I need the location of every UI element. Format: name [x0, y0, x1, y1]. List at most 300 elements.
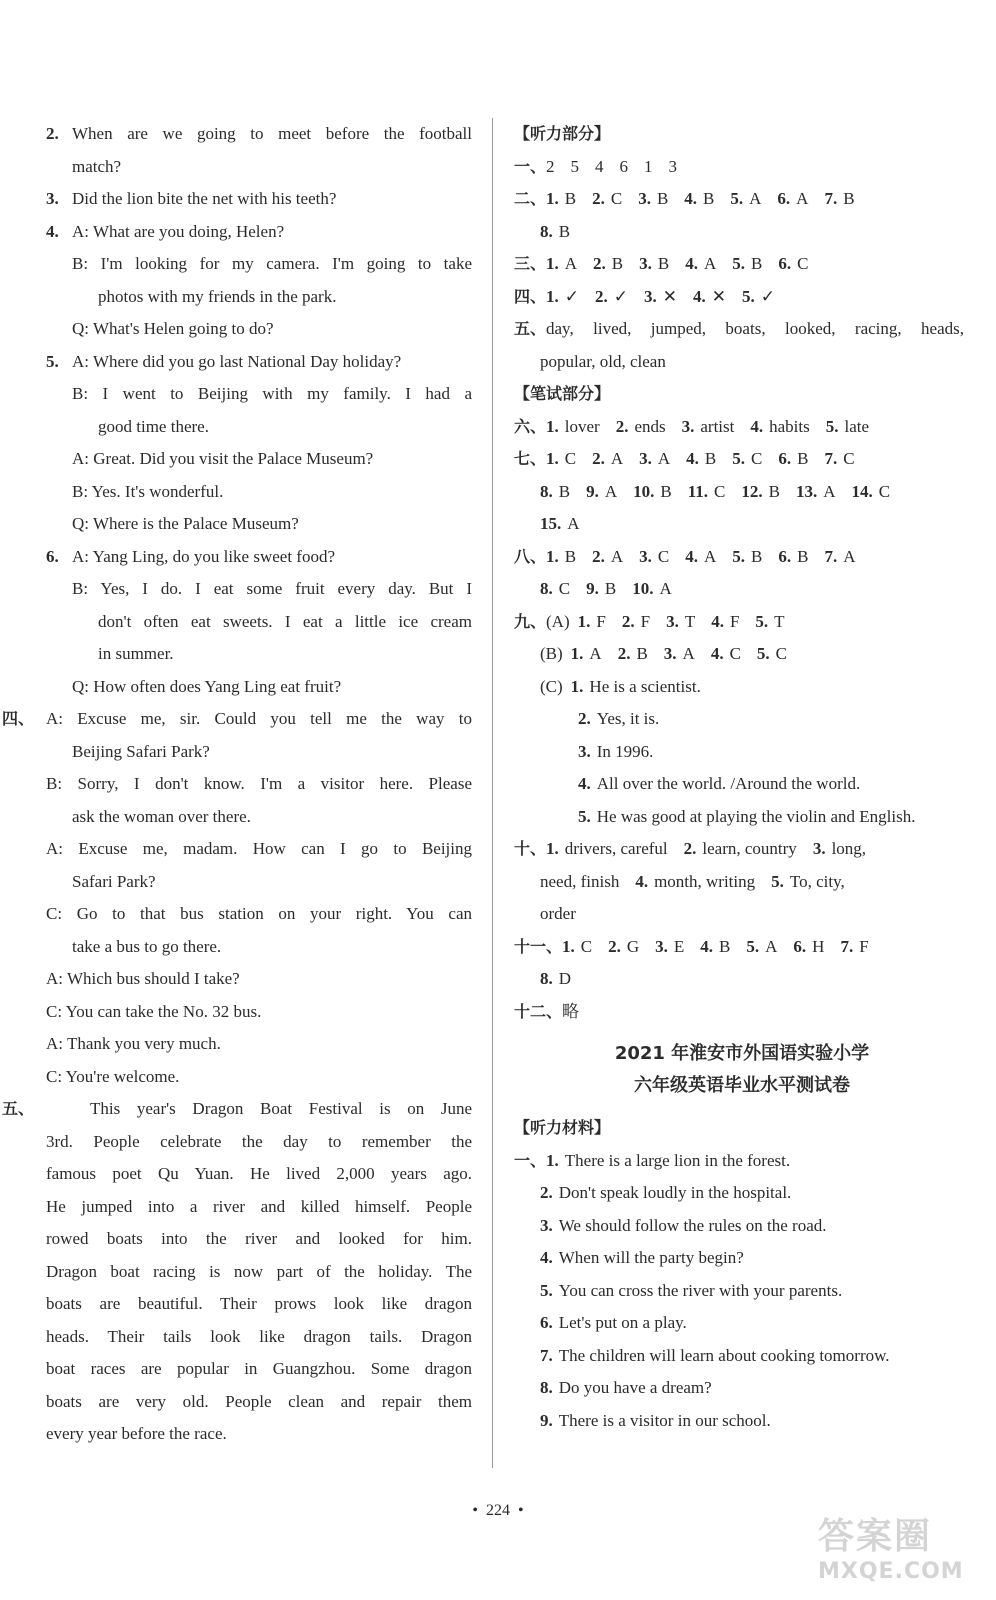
text-line — [46, 151, 472, 184]
answer-value: A — [823, 481, 836, 501]
line-text: C: You can take the No. 32 bus. — [46, 1001, 262, 1021]
answer-value: The children will learn about cooking tomorrow. — [558, 1345, 890, 1365]
answer-item — [540, 866, 619, 899]
answer-number: 4. — [685, 254, 698, 273]
answer-item — [540, 1340, 890, 1373]
answer-number: 2. — [608, 936, 621, 956]
answer-item — [732, 541, 762, 574]
answer-value: D — [558, 969, 572, 988]
text-line — [46, 736, 472, 769]
answer-value: 6 — [619, 156, 629, 176]
text-line — [46, 118, 472, 151]
text-line — [46, 963, 472, 996]
right-column — [514, 118, 970, 1437]
answer-line — [514, 346, 970, 379]
text-line — [46, 996, 472, 1029]
answer-value: C — [843, 449, 855, 468]
answer-number: 6. — [540, 1313, 553, 1332]
answer-value: B — [604, 579, 617, 598]
answer-value: A — [703, 254, 717, 273]
text-line — [46, 1321, 472, 1354]
answer-value: A — [567, 514, 580, 533]
answer-item — [540, 476, 570, 509]
answer-value: A — [703, 546, 717, 566]
answer-value: B — [558, 481, 571, 501]
answer-value: T — [684, 611, 696, 631]
answer-number: 2. — [592, 189, 605, 208]
line-text: A: What are you doing, Helen? — [72, 221, 285, 241]
answer-number: 5. — [742, 286, 755, 306]
answer-item — [746, 931, 777, 964]
answer-number: 8. — [540, 969, 553, 988]
text-line — [46, 183, 472, 216]
text-line — [46, 768, 472, 801]
answer-value: C — [610, 189, 623, 208]
text-line — [46, 1386, 472, 1419]
answer-value: ✕ — [711, 286, 727, 306]
answer-value: Let's put on a play. — [558, 1313, 687, 1332]
answer-number: 2. — [593, 254, 606, 273]
answer-number: 2. — [592, 546, 605, 566]
answer-value: All over the world. /Around the world. — [596, 774, 861, 793]
answer-item — [540, 1242, 744, 1275]
answer-number: 1. — [546, 546, 559, 566]
line-text: Dragon boat racing is now part of the holiday. The — [46, 1261, 472, 1281]
answer-number: 3. — [655, 936, 668, 956]
text-line — [46, 1191, 472, 1224]
line-text: boats are beautiful. Their prows look like dragon — [46, 1294, 472, 1313]
answer-item — [578, 801, 915, 834]
answer-item — [824, 183, 854, 216]
answer-number: 5. — [730, 189, 744, 208]
answer-number: 2. — [578, 709, 591, 728]
text-line — [2, 703, 472, 736]
answer-value: C — [580, 936, 593, 956]
answer-number: 5. — [578, 806, 591, 826]
answer-value: 2 — [546, 156, 555, 176]
answer-value: 4 — [595, 156, 604, 176]
line-text: A: Which bus should I take? — [46, 969, 240, 988]
answer-text: day, lived, jumped, boats, looked, racing, heads, — [546, 319, 965, 338]
answer-value: F — [729, 611, 740, 631]
answer-number: 3. — [638, 189, 651, 208]
answer-line — [514, 508, 970, 541]
answer-number: 7. — [824, 546, 838, 566]
answer-item — [852, 476, 891, 509]
answer-number: 14. — [851, 481, 873, 501]
section-header-text: 【听力部分】 — [514, 124, 611, 143]
section-header-text: 【笔试部分】 — [514, 384, 611, 403]
answer-item — [685, 541, 716, 574]
exam-title-line: 2021 年淮安市外国语实验小学 — [614, 1043, 870, 1064]
answer-line — [514, 313, 970, 346]
line-text: rowed boats into the river and looked for him. — [46, 1229, 472, 1248]
answer-number: 6. — [778, 254, 792, 273]
item-number: 4. — [46, 221, 59, 241]
answer-value: A — [657, 449, 671, 468]
answer-value: B — [564, 189, 577, 208]
line-text: ask the woman over there. — [72, 806, 251, 826]
line-text: Safari Park? — [72, 871, 156, 891]
answer-value: B — [660, 481, 672, 501]
line-text: B: Yes, I do. I eat some fruit every day. But I — [72, 579, 472, 598]
section-number: 六、 — [514, 416, 547, 436]
answer-number: 4. — [540, 1248, 553, 1267]
text-line — [46, 443, 472, 476]
answer-item — [608, 931, 639, 964]
answer-item — [664, 638, 695, 671]
answer-line — [514, 1275, 970, 1308]
text-line — [46, 1061, 472, 1094]
answer-item — [571, 671, 701, 704]
answer-value: lover — [564, 416, 600, 436]
answer-number: 1. — [562, 936, 575, 956]
answer-item — [546, 248, 577, 281]
line-text: This year's Dragon Boat Festival is on June — [90, 1099, 472, 1118]
text-line — [46, 476, 472, 509]
answer-value: A — [610, 449, 624, 468]
answer-value: B — [797, 449, 809, 468]
answer-value: drivers, careful — [564, 839, 668, 858]
answer-number: 5. — [540, 1280, 553, 1300]
text-line — [46, 1158, 472, 1191]
answer-key — [514, 118, 970, 1028]
answer-item — [730, 183, 761, 216]
line-text: B: I'm looking for my camera. I'm going to take — [72, 254, 472, 273]
text-line — [46, 606, 472, 639]
answer-value: 3 — [668, 156, 678, 176]
answer-item — [700, 931, 730, 964]
text-line — [46, 411, 472, 444]
answer-number: 3. — [639, 449, 652, 468]
answer-item — [684, 833, 797, 866]
answer-item — [540, 1372, 712, 1405]
line-text: C: Go to that bus station on your right. You can — [46, 904, 472, 923]
line-text: Q: What's Helen going to do? — [72, 319, 274, 338]
text-line — [46, 573, 472, 606]
text-line — [46, 281, 472, 314]
answer-item — [546, 151, 555, 184]
answer-line — [514, 801, 970, 834]
text-line — [46, 378, 472, 411]
answer-value: A — [843, 546, 856, 566]
text-line — [46, 508, 472, 541]
section-header — [514, 118, 970, 151]
line-text: boats are very old. People clean and repair them — [46, 1391, 472, 1411]
answer-line — [514, 833, 970, 866]
answer-item — [639, 541, 669, 574]
line-text: A: Excuse me, sir. Could you tell me the way to — [46, 709, 472, 728]
text-line — [46, 671, 472, 704]
answer-item — [693, 281, 726, 314]
line-text: When are we going to meet before the football — [72, 124, 472, 143]
sub-part-label: (A) — [546, 611, 570, 631]
answer-line — [514, 1405, 970, 1438]
section-number: 一、 — [514, 1150, 547, 1170]
line-text: B: I went to Beijing with my family. I had a — [72, 384, 472, 403]
answer-text: 略 — [562, 1001, 580, 1021]
answer-line — [514, 573, 970, 606]
answer-item — [796, 476, 836, 509]
text-line — [46, 1126, 472, 1159]
line-text: heads. Their tails look like dragon tails. Dragon — [46, 1326, 472, 1346]
answer-value: habits — [769, 416, 810, 436]
answer-item — [540, 1275, 842, 1308]
line-text: Did the lion bite the net with his teeth? — [72, 189, 337, 208]
section-number: 九、 — [514, 611, 547, 631]
answer-value: C — [751, 449, 763, 468]
answer-value: C — [878, 481, 891, 501]
answer-number: 2. — [592, 449, 605, 468]
text-line — [46, 801, 472, 834]
text-line — [46, 248, 472, 281]
sub-part-label: (C) — [540, 676, 563, 696]
answer-number: 7. — [840, 936, 854, 956]
answer-item — [778, 541, 808, 574]
answer-value: H — [812, 936, 825, 956]
answer-item — [546, 541, 576, 574]
answer-value: We should follow the rules on the road. — [558, 1215, 827, 1235]
answer-item — [632, 573, 672, 606]
answer-item — [777, 183, 808, 216]
answer-item — [540, 963, 571, 996]
section-header-text: 【听力材料】 — [514, 1118, 611, 1137]
line-text: Q: Where is the Palace Museum? — [72, 514, 299, 533]
answer-item — [824, 541, 855, 574]
answer-value: need, finish — [540, 871, 620, 891]
answer-item — [750, 411, 809, 444]
text-line — [46, 1028, 472, 1061]
answer-value: E — [673, 936, 685, 956]
exam-title — [514, 1038, 970, 1102]
line-text: photos with my friends in the park. — [98, 286, 337, 306]
answer-value: C — [714, 481, 726, 501]
answer-number: 6. — [778, 449, 792, 468]
answer-number: 5. — [825, 416, 839, 436]
answer-value: C — [797, 254, 809, 273]
answer-number: 3. — [666, 611, 679, 631]
answer-value: In 1996. — [596, 741, 654, 761]
answer-line — [514, 1210, 970, 1243]
answer-number: 1. — [546, 254, 559, 273]
answer-number: 6. — [793, 936, 807, 956]
answer-text: order — [540, 904, 576, 923]
answer-number: 8. — [540, 579, 553, 598]
answer-line — [514, 866, 970, 899]
section-number: 十一、 — [514, 936, 563, 956]
line-text: every year before the race. — [46, 1424, 227, 1443]
answer-value: A — [564, 254, 578, 273]
answer-number: 4. — [578, 774, 591, 793]
answer-line — [514, 703, 970, 736]
answer-value: ends — [634, 416, 666, 436]
answer-item — [578, 736, 653, 769]
line-text: good time there. — [98, 416, 209, 436]
line-text: C: You're welcome. — [46, 1066, 180, 1086]
answer-value: T — [774, 611, 785, 631]
answer-item — [540, 573, 570, 606]
line-text: match? — [72, 156, 122, 176]
line-text: B: Sorry, I don't know. I'm a visitor here. Please — [46, 774, 472, 793]
line-text: boat races are popular in Guangzhou. Some dragon — [46, 1359, 472, 1378]
text-line — [46, 866, 472, 899]
sub-part-label: (B) — [540, 644, 563, 663]
answer-line — [514, 606, 970, 639]
answer-value: A — [682, 644, 695, 663]
answer-item — [592, 541, 623, 574]
left-column — [2, 118, 472, 1451]
answer-item — [618, 638, 648, 671]
answer-value: There is a large lion in the forest. — [564, 1150, 791, 1170]
answer-item — [644, 281, 677, 314]
text-line — [46, 346, 472, 379]
watermark-text: 答案圈 — [818, 1516, 933, 1557]
line-text: famous poet Qu Yuan. He lived 2,000 years ago. — [46, 1164, 472, 1183]
answer-value: When will the party begin? — [558, 1248, 744, 1267]
section-number: 二、 — [514, 189, 547, 208]
answer-item — [595, 151, 604, 184]
line-text: A: Yang Ling, do you like sweet food? — [72, 546, 336, 566]
answer-line — [514, 736, 970, 769]
answer-item — [546, 1145, 790, 1178]
text-line — [46, 541, 472, 574]
answer-number: 3. — [578, 741, 591, 761]
answer-number: 9. — [586, 579, 599, 598]
answer-item — [639, 443, 670, 476]
line-text: take a bus to go there. — [72, 936, 222, 956]
text-line — [2, 1093, 472, 1126]
answer-number: 2. — [540, 1183, 553, 1202]
item-number: 2. — [46, 124, 59, 143]
text-line — [46, 1256, 472, 1289]
answer-line — [514, 671, 970, 704]
answer-line — [514, 638, 970, 671]
answer-item — [711, 638, 741, 671]
answer-number: 3. — [639, 254, 652, 273]
line-text: Beijing Safari Park? — [72, 741, 210, 761]
item-number: 五、 — [2, 1099, 35, 1118]
watermark-url: MXQE.COM — [818, 1559, 964, 1584]
answer-value: B — [656, 189, 669, 208]
answer-number: 8. — [540, 1378, 553, 1397]
line-text: A: Excuse me, madam. How can I go to Beijing — [46, 839, 472, 858]
answer-number: 4. — [693, 286, 706, 306]
answer-line — [514, 898, 970, 931]
text-line — [46, 898, 472, 931]
text-line — [46, 1223, 472, 1256]
answer-item — [644, 151, 653, 184]
answer-line — [514, 248, 970, 281]
answer-number: 3. — [540, 1215, 553, 1235]
answer-number: 2. — [683, 839, 697, 858]
section-number: 三、 — [514, 254, 547, 273]
answer-value: B — [611, 254, 624, 273]
answer-item — [571, 638, 602, 671]
answer-number: 5. — [771, 871, 784, 891]
answer-number: 3. — [812, 839, 826, 858]
answer-value: C — [657, 546, 670, 566]
answer-value: A — [765, 936, 778, 956]
answer-value: A — [749, 189, 762, 208]
item-number: 四、 — [2, 709, 35, 728]
answer-value: F — [596, 611, 606, 631]
answer-value: C — [775, 644, 788, 663]
answer-item — [633, 476, 672, 509]
answer-item — [686, 443, 716, 476]
answer-number: 7. — [824, 189, 838, 208]
answer-number: 9. — [540, 1410, 553, 1430]
answer-item — [540, 1405, 771, 1438]
answer-value: ✓ — [564, 286, 580, 306]
text-line — [46, 1353, 472, 1386]
answer-number: 5. — [756, 644, 770, 663]
answer-value: He is a scientist. — [589, 676, 701, 696]
answer-number: 5. — [732, 254, 746, 273]
answer-item — [741, 476, 780, 509]
answer-number: 1. — [570, 644, 584, 663]
answer-item — [824, 443, 854, 476]
answer-value: A — [610, 546, 624, 566]
answer-number: 1. — [546, 449, 559, 468]
answer-number: 6. — [778, 546, 792, 566]
answer-item — [793, 931, 824, 964]
answer-value: ✕ — [662, 286, 678, 306]
column-divider — [492, 118, 493, 1468]
answer-item — [732, 248, 762, 281]
answer-value: G — [626, 936, 640, 956]
answer-item — [732, 443, 762, 476]
answer-number: 5. — [746, 936, 760, 956]
answer-number: 4. — [684, 189, 698, 208]
answer-number: 2. — [617, 644, 631, 663]
answer-item — [742, 281, 775, 314]
answer-value: B — [797, 546, 809, 566]
text-line — [46, 216, 472, 249]
answer-item — [655, 931, 684, 964]
page-dot: • — [518, 1502, 524, 1519]
answer-number: 4. — [710, 644, 724, 663]
answer-item — [840, 931, 868, 964]
answer-value: B — [768, 481, 780, 501]
answer-item — [586, 476, 617, 509]
answer-value: B — [703, 189, 715, 208]
section-header — [514, 1112, 970, 1145]
answer-text: popular, old, clean — [540, 351, 666, 371]
answer-line — [514, 183, 970, 216]
answer-number: 7. — [824, 449, 838, 468]
line-text: A: Great. Did you visit the Palace Museum? — [72, 449, 374, 468]
answer-value: Yes, it is. — [596, 709, 660, 728]
answer-item — [669, 151, 678, 184]
answer-item — [688, 476, 726, 509]
answer-value: 1 — [644, 156, 653, 176]
page-dot: • — [472, 1502, 478, 1519]
answer-value: C — [558, 579, 571, 598]
answer-value: A — [604, 481, 618, 501]
answer-value: month, writing — [654, 871, 756, 891]
answer-line — [514, 476, 970, 509]
answer-value: B — [636, 644, 648, 663]
answer-number: 1. — [570, 676, 584, 696]
answer-number: 4. — [635, 871, 649, 891]
answer-item — [595, 281, 628, 314]
answer-value: B — [751, 254, 763, 273]
line-text: A: Thank you very much. — [46, 1034, 221, 1053]
answer-number: 10. — [633, 481, 655, 501]
item-number: 5. — [46, 351, 59, 371]
text-line — [46, 931, 472, 964]
answer-number: 1. — [546, 1150, 559, 1170]
